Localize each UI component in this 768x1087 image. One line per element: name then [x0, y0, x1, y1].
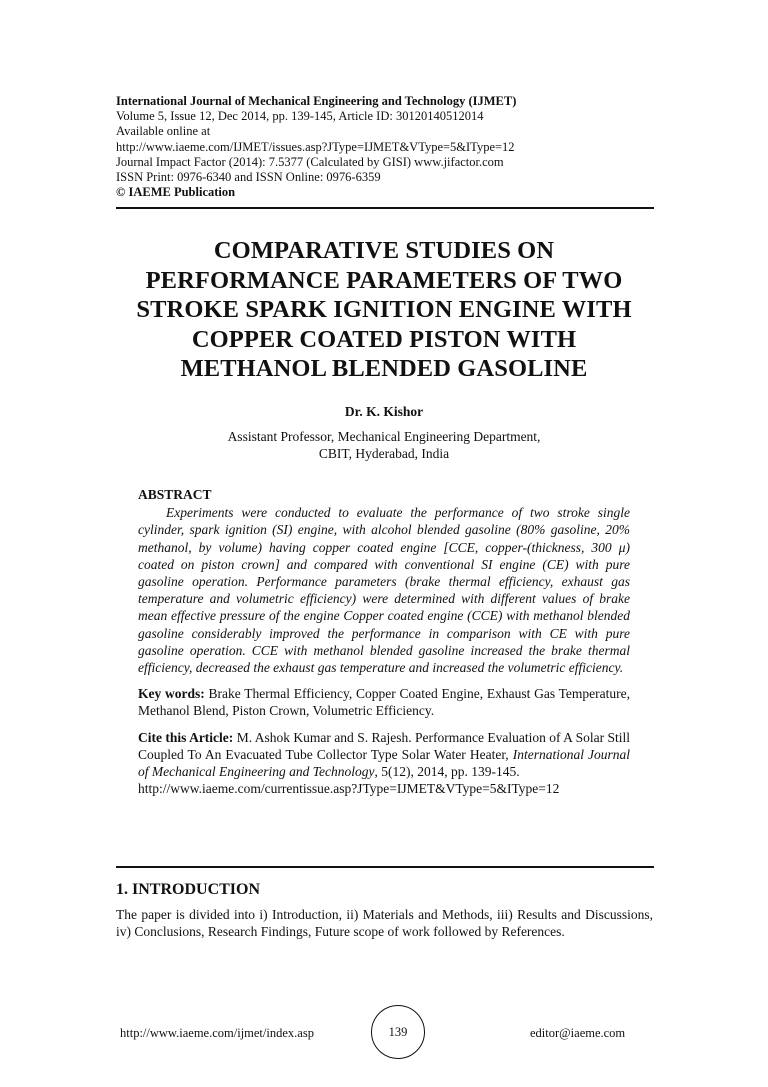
abstract-divider: [116, 866, 654, 868]
title-line: COPPER COATED PISTON WITH: [191, 325, 577, 353]
cite-pages: , 5(12), 2014, pp. 139-145.: [374, 764, 520, 780]
title-line: METHANOL BLENDED GASOLINE: [180, 355, 588, 382]
affiliation-line: CBIT, Hyderabad, India: [318, 446, 450, 461]
abstract-body: Experiments were conducted to evaluate the performance of two stroke single cylinder, spark ignition (SI) engine, with alcohol blended gasoline (80% gasoline, 20% methanol, by volume) having copper coated engine [CCE, copper-(thickness, 300 μ) coated on piston crown] and compared with conventional SI engine (CE) with pure gasoline operation. Performance parameters (brake thermal efficiency, exhaust gas temperature and volumetric efficiency) were determined with different values of brake mean effective pressure of the engine Copper coated engine (CCE) with methanol blended gasoline considerably improved the performance in comparison with CE with pure gasoline operation. CCE with methanol blended gasoline increased the brake thermal efficiency, decreased the exhaust gas temperature and increased the volumetric efficiency.: [138, 505, 630, 676]
publisher: © IAEME Publication: [116, 185, 236, 200]
cite-text: M. Ashok Kumar and S. Rajesh. Performance Evaluation of A Solar Still Coupled To An Evacuated Tube Collector Type Solar Water Heater,: [138, 729, 631, 762]
cite-label: Cite this Article:: [138, 729, 234, 745]
journal-header: [116, 94, 656, 200]
abstract-section: [138, 486, 630, 797]
keywords-text: Brake Thermal Efficiency, Copper Coated Engine, Exhaust Gas Temperature, Methanol Blend, Piston Crown, Volumetric Efficiency.: [138, 686, 630, 719]
title-line: STROKE SPARK IGNITION ENGINE WITH: [136, 296, 632, 323]
citation: [138, 729, 630, 798]
header-divider: [116, 207, 654, 209]
author-affiliation: [0, 428, 768, 462]
cite-journal: International Journal of Mechanical Engineering and Technology: [138, 746, 630, 780]
footer-email-link[interactable]: editor@iaeme.com: [530, 1026, 626, 1040]
cite-url-link[interactable]: http://www.iaeme.com/currentissue.asp?JType=IJMET&VType=5&IType=12: [138, 781, 560, 797]
footer-url-link[interactable]: http://www.iaeme.com/ijmet/index.asp: [120, 1026, 314, 1040]
issue-url-link[interactable]: http://www.iaeme.com/IJMET/issues.asp?JType=IJMET&VType=5&IType=12: [116, 139, 515, 154]
keywords-label: Key words:: [138, 686, 205, 702]
page-number-text: 139: [388, 1024, 408, 1039]
title-line: COMPARATIVE STUDIES ON: [213, 237, 555, 264]
keywords: [138, 685, 630, 719]
abstract-heading: ABSTRACT: [138, 487, 212, 502]
introduction-text: The paper is divided into i) Introduction, ii) Materials and Methods, iii) Results and Discussions, iv) Conclusions, Research Findings, Future scope of work followed by References.: [116, 907, 653, 940]
author-name: Dr. K. Kishor: [344, 404, 424, 419]
issn-info: ISSN Print: 0976-6340 and ISSN Online: 0976-6359: [116, 170, 381, 185]
page-number: [371, 1005, 425, 1059]
volume-info: Volume 5, Issue 12, Dec 2014, pp. 139-145, Article ID: 30120140512014: [116, 109, 484, 124]
paper-title: [96, 236, 672, 384]
impact-factor: Journal Impact Factor (2014): 7.5377 (Calculated by GISI) www.jifactor.com: [116, 154, 504, 169]
journal-name: International Journal of Mechanical Engineering and Technology (IJMET): [116, 94, 517, 108]
introduction-heading: 1. INTRODUCTION: [116, 881, 261, 898]
available-online: Available online at: [116, 124, 211, 139]
affiliation-line: Assistant Professor, Mechanical Engineering Department,: [227, 429, 541, 444]
title-line: PERFORMANCE PARAMETERS OF TWO: [145, 266, 623, 294]
